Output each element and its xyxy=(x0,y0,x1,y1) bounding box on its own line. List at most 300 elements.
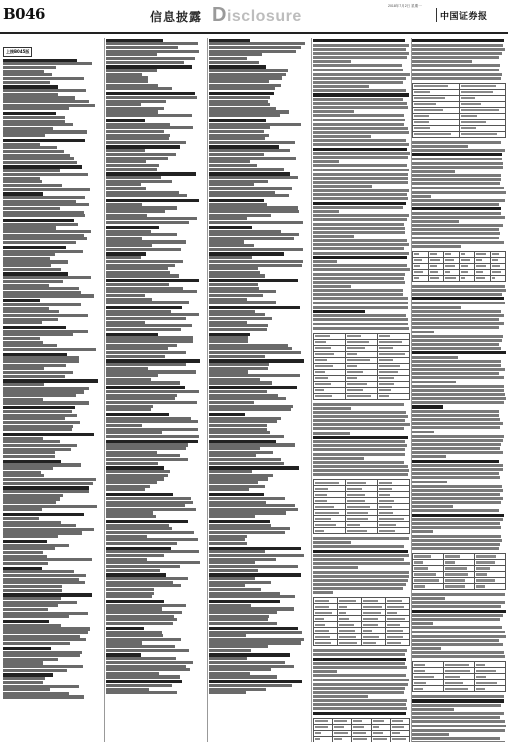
text-line xyxy=(106,363,186,366)
text-line xyxy=(412,401,504,404)
text-line xyxy=(209,206,298,209)
text-line xyxy=(3,100,89,103)
text-line xyxy=(209,474,273,477)
text-line xyxy=(412,347,501,350)
text-line xyxy=(3,593,92,596)
text-line xyxy=(106,160,146,163)
text-line xyxy=(3,581,85,584)
text-line xyxy=(3,96,75,99)
text-line xyxy=(313,571,409,574)
text-line xyxy=(106,390,199,393)
text-line xyxy=(209,324,268,327)
text-line xyxy=(209,107,276,110)
continued-from-label: 上接B045版 xyxy=(3,47,32,57)
text-line xyxy=(106,87,172,90)
text-line xyxy=(106,684,172,687)
text-line xyxy=(209,573,301,576)
text-line xyxy=(209,301,276,304)
text-line xyxy=(3,287,79,290)
text-line xyxy=(209,531,285,534)
text-line xyxy=(209,584,245,587)
text-line xyxy=(106,324,192,327)
text-line xyxy=(3,85,58,88)
text-line xyxy=(412,647,441,650)
text-line xyxy=(106,451,157,454)
section-title-cn: 信息披露 xyxy=(150,10,203,24)
text-line xyxy=(209,359,304,362)
text-line xyxy=(3,444,77,447)
text-line xyxy=(3,127,53,130)
text-line xyxy=(209,550,265,553)
text-line xyxy=(3,478,96,481)
text-line xyxy=(106,187,146,190)
text-line xyxy=(412,397,506,400)
text-line xyxy=(209,542,247,545)
text-line xyxy=(106,665,186,668)
text-line xyxy=(3,307,49,310)
text-line xyxy=(3,631,88,634)
text-line xyxy=(209,172,290,175)
text-line xyxy=(412,543,500,546)
text-line xyxy=(3,165,82,168)
text-line xyxy=(106,244,152,247)
text-line xyxy=(209,378,260,381)
text-line xyxy=(3,161,77,164)
text-line xyxy=(313,649,407,652)
text-line xyxy=(106,631,162,634)
text-line xyxy=(3,528,94,531)
text-line xyxy=(3,585,62,588)
text-line xyxy=(412,364,501,367)
text-line xyxy=(3,219,74,222)
text-line xyxy=(412,431,434,434)
text-line xyxy=(106,595,152,598)
text-line xyxy=(209,367,268,370)
text-line xyxy=(3,692,69,695)
text-line xyxy=(209,417,281,420)
text-line xyxy=(313,310,365,313)
text-line xyxy=(3,344,57,347)
column-rule xyxy=(104,38,105,742)
text-line xyxy=(106,69,157,72)
text-line xyxy=(209,42,305,45)
text-line xyxy=(209,569,258,572)
text-line xyxy=(313,457,364,460)
text-line xyxy=(313,135,371,138)
text-line xyxy=(106,408,151,411)
text-line xyxy=(209,153,264,156)
text-line xyxy=(3,635,80,638)
text-line xyxy=(106,542,177,545)
text-line xyxy=(106,274,179,277)
text-line xyxy=(3,146,57,149)
text-line xyxy=(106,584,181,587)
text-line xyxy=(3,544,69,547)
text-line xyxy=(313,273,405,276)
text-line xyxy=(3,555,47,558)
text-line xyxy=(313,432,350,435)
text-line xyxy=(3,143,40,146)
text-line xyxy=(209,252,284,255)
text-line xyxy=(3,130,87,133)
text-line xyxy=(3,428,72,431)
text-line xyxy=(313,102,407,105)
data-table xyxy=(412,661,506,692)
text-line xyxy=(3,669,67,672)
text-line xyxy=(209,103,270,106)
text-line xyxy=(209,87,275,90)
text-line xyxy=(209,688,266,691)
text-line xyxy=(3,463,81,466)
text-line xyxy=(412,518,503,521)
text-line xyxy=(106,565,180,568)
text-line xyxy=(209,267,258,270)
text-line xyxy=(3,508,42,511)
text-line xyxy=(3,93,58,96)
column-rule xyxy=(311,38,312,742)
text-line xyxy=(313,143,409,146)
text-line xyxy=(412,468,503,471)
text-line xyxy=(106,561,200,564)
text-line xyxy=(3,673,53,676)
text-line xyxy=(412,69,499,72)
text-line xyxy=(3,375,65,378)
text-line xyxy=(3,234,84,237)
text-line xyxy=(106,134,170,137)
text-line xyxy=(412,708,454,711)
text-line xyxy=(313,327,409,330)
text-line xyxy=(106,588,154,591)
text-line xyxy=(3,665,83,668)
text-line xyxy=(209,69,288,72)
text-line xyxy=(209,424,267,427)
text-line xyxy=(209,244,254,247)
text-line xyxy=(412,414,499,417)
text-line xyxy=(209,100,268,103)
text-line xyxy=(209,114,280,117)
text-line xyxy=(412,376,504,379)
text-line xyxy=(412,203,499,206)
text-line xyxy=(106,39,163,42)
text-line xyxy=(3,367,44,370)
text-line xyxy=(106,164,159,167)
text-line xyxy=(209,344,288,347)
text-line xyxy=(3,695,84,698)
text-line xyxy=(412,187,504,190)
text-line xyxy=(3,379,98,382)
text-line xyxy=(313,537,409,540)
text-line xyxy=(3,627,90,630)
text-line xyxy=(412,314,504,317)
text-line xyxy=(3,486,89,489)
text-line xyxy=(412,297,504,300)
data-table xyxy=(313,333,410,400)
text-line xyxy=(3,505,97,508)
text-line xyxy=(209,691,246,694)
text-line xyxy=(3,314,88,317)
text-line xyxy=(412,52,502,55)
text-line xyxy=(106,538,198,541)
text-line xyxy=(3,280,63,283)
text-line xyxy=(313,453,405,456)
text-line xyxy=(3,310,59,313)
text-line xyxy=(3,535,58,538)
text-line xyxy=(3,681,43,684)
text-line xyxy=(313,293,403,296)
text-line xyxy=(209,600,280,603)
text-line xyxy=(313,703,406,706)
text-line xyxy=(106,114,192,117)
text-line xyxy=(209,298,247,301)
text-line xyxy=(313,268,410,271)
text-line xyxy=(106,657,176,660)
text-line xyxy=(3,398,43,401)
text-line xyxy=(313,173,408,176)
text-line xyxy=(3,116,65,119)
text-line xyxy=(3,433,94,436)
text-line xyxy=(209,440,276,443)
text-line xyxy=(3,173,88,176)
text-line xyxy=(209,611,277,614)
text-line xyxy=(313,252,409,255)
text-line xyxy=(412,472,499,475)
text-line xyxy=(209,672,250,675)
text-line xyxy=(209,501,266,504)
text-line xyxy=(106,252,146,255)
text-line xyxy=(412,326,499,329)
text-line xyxy=(412,389,504,392)
text-line xyxy=(3,497,60,500)
text-line xyxy=(106,264,175,267)
text-line xyxy=(209,641,301,644)
text-line xyxy=(3,540,47,543)
text-line xyxy=(209,431,270,434)
text-line xyxy=(209,649,251,652)
text-line xyxy=(313,587,403,590)
text-line xyxy=(209,176,298,179)
text-line xyxy=(106,317,186,320)
text-line xyxy=(3,547,55,550)
text-line xyxy=(209,260,303,263)
text-line xyxy=(3,417,65,420)
text-line xyxy=(412,162,503,165)
text-line xyxy=(313,106,408,109)
text-line xyxy=(313,156,408,159)
text-line xyxy=(412,293,502,296)
text-line xyxy=(412,593,505,596)
text-line xyxy=(209,180,268,183)
text-line xyxy=(209,668,271,671)
text-line xyxy=(313,687,405,690)
text-line xyxy=(412,191,506,194)
text-line xyxy=(3,246,66,249)
page-number: B046 xyxy=(3,5,45,23)
text-line xyxy=(106,611,182,614)
text-line xyxy=(412,514,504,517)
text-line xyxy=(106,61,184,64)
text-line xyxy=(106,504,185,507)
text-line xyxy=(3,387,89,390)
text-line xyxy=(106,641,142,644)
data-table xyxy=(412,553,506,590)
text-line xyxy=(106,477,164,480)
text-line xyxy=(106,203,142,206)
text-line xyxy=(3,558,92,561)
text-line xyxy=(3,383,44,386)
text-line xyxy=(313,579,408,582)
text-line xyxy=(106,50,199,53)
text-line xyxy=(3,608,48,611)
text-line xyxy=(106,183,141,186)
text-line xyxy=(106,53,157,56)
text-line xyxy=(3,321,42,324)
text-line xyxy=(3,337,40,340)
text-line xyxy=(313,247,404,250)
text-line xyxy=(106,84,158,87)
text-line xyxy=(209,428,267,431)
text-line xyxy=(412,443,501,446)
text-line xyxy=(412,322,504,325)
text-line xyxy=(209,524,271,527)
text-line xyxy=(3,264,51,267)
text-line xyxy=(412,368,505,371)
text-line xyxy=(3,482,93,485)
text-line xyxy=(106,287,183,290)
text-line xyxy=(106,604,186,607)
text-line xyxy=(3,356,79,359)
text-line xyxy=(313,77,406,80)
text-line xyxy=(106,46,178,49)
text-line xyxy=(3,654,80,657)
text-line xyxy=(3,353,67,356)
text-line xyxy=(412,622,433,625)
text-line xyxy=(106,370,196,373)
text-line xyxy=(106,240,186,243)
text-line xyxy=(313,131,409,134)
text-line xyxy=(106,447,186,450)
text-line xyxy=(3,406,75,409)
text-line xyxy=(106,634,163,637)
text-line xyxy=(3,89,86,92)
issue-date: 2018年7月2日 星期一 xyxy=(388,4,422,8)
text-line xyxy=(313,465,408,468)
text-line xyxy=(3,230,91,233)
text-line xyxy=(209,290,276,293)
text-line xyxy=(3,448,71,451)
text-line xyxy=(412,216,505,219)
text-line xyxy=(313,189,409,192)
text-line xyxy=(209,520,270,523)
section-title-en-cap: D xyxy=(212,4,227,26)
text-line xyxy=(209,134,269,137)
text-line xyxy=(3,390,84,393)
text-line xyxy=(3,562,48,565)
text-line xyxy=(209,119,266,122)
text-line xyxy=(3,70,44,73)
text-line xyxy=(3,615,69,618)
text-line xyxy=(209,604,251,607)
text-line xyxy=(313,114,404,117)
text-line xyxy=(412,605,501,608)
column-rule xyxy=(411,38,412,742)
text-line xyxy=(209,57,247,60)
prospectus-body xyxy=(313,39,410,742)
text-line xyxy=(209,588,261,591)
text-line xyxy=(313,679,409,682)
text-line xyxy=(3,188,90,191)
text-line xyxy=(313,554,409,557)
text-line xyxy=(3,531,82,534)
text-line xyxy=(412,509,499,512)
text-line xyxy=(106,381,180,384)
text-line xyxy=(313,562,410,565)
text-line xyxy=(412,733,449,736)
text-line xyxy=(3,154,70,157)
text-line xyxy=(106,413,169,416)
text-line xyxy=(106,401,197,404)
column-rule xyxy=(207,38,208,742)
sales-agency-list xyxy=(209,39,310,695)
text-line xyxy=(313,218,407,221)
text-line xyxy=(3,303,81,306)
text-line xyxy=(209,123,301,126)
text-line xyxy=(313,558,404,561)
text-line xyxy=(3,513,84,516)
text-line xyxy=(209,581,271,584)
text-line xyxy=(106,527,172,530)
text-line xyxy=(3,299,40,302)
text-line xyxy=(209,294,263,297)
text-line xyxy=(412,199,505,202)
text-line xyxy=(412,435,504,438)
text-line xyxy=(3,107,69,110)
text-line xyxy=(313,223,404,226)
text-line xyxy=(412,245,461,248)
text-line xyxy=(209,675,277,678)
text-line xyxy=(106,313,199,316)
text-line xyxy=(106,221,189,224)
text-line xyxy=(106,680,182,683)
text-line xyxy=(209,210,299,213)
text-line xyxy=(106,661,193,664)
text-column-2 xyxy=(106,38,206,742)
prospectus-body xyxy=(412,39,506,742)
text-line xyxy=(3,642,70,645)
text-line xyxy=(313,403,404,406)
text-line xyxy=(106,283,169,286)
text-line xyxy=(412,149,505,152)
text-line xyxy=(106,194,187,197)
text-line xyxy=(209,321,247,324)
text-line xyxy=(412,343,499,346)
text-line xyxy=(106,73,142,76)
text-line xyxy=(106,92,195,95)
text-line xyxy=(106,675,180,678)
text-line xyxy=(106,474,168,477)
text-line xyxy=(412,493,500,496)
text-line xyxy=(209,287,259,290)
text-line xyxy=(3,112,56,115)
text-line xyxy=(209,214,271,217)
text-line xyxy=(106,279,199,282)
text-line xyxy=(3,223,78,226)
text-line xyxy=(412,145,468,148)
text-line xyxy=(209,638,304,641)
text-line xyxy=(106,191,179,194)
text-column-3 xyxy=(209,38,310,742)
text-line xyxy=(209,508,298,511)
text-line xyxy=(209,157,296,160)
